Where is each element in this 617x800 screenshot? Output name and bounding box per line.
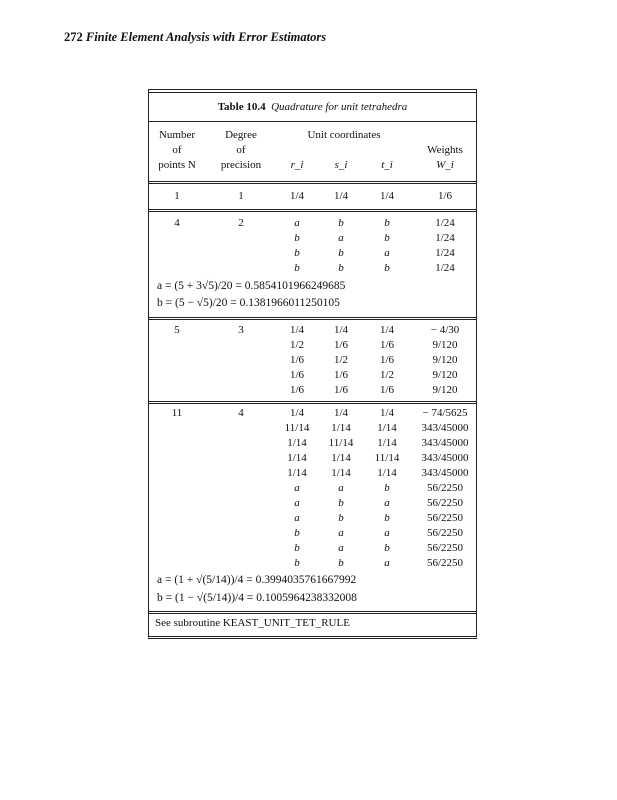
- table-row: a b a 56/2250: [294, 497, 464, 509]
- header-degree: Degree of precision: [220, 129, 262, 171]
- table-row: 1/14 1/14 11/14 343/45000: [287, 452, 469, 464]
- table-row: b a a 56/2250: [294, 527, 464, 539]
- table-row: b a b 1/24: [294, 232, 455, 244]
- table-row: 11/14 1/14 1/14 343/45000: [284, 422, 469, 434]
- table-label: Table 10.4: [217, 101, 266, 113]
- running-head: [64, 30, 326, 45]
- formula-a-11pt: a = (1 + √(5/14))/4 = 0.3994035761667992: [157, 574, 357, 586]
- header-number: Number of points N: [158, 129, 196, 171]
- table-caption: [149, 101, 476, 113]
- table-row: 1/6 1/6 1/2 9/120: [289, 369, 458, 381]
- table-row: 4 2 a b b 1/24: [174, 217, 455, 229]
- formula-a-4pt: a = (5 + 3√5)/20 = 0.5854101966249685: [157, 280, 346, 292]
- table-row: 1/14 1/14 1/14 343/45000: [287, 467, 469, 479]
- quadrature-table: [148, 89, 477, 639]
- table-row: b b a 56/2250: [294, 557, 464, 569]
- header-t: t_i: [381, 159, 393, 171]
- header-r: r_i: [290, 159, 304, 171]
- table-row: 1/6 1/6 1/6 9/120: [289, 384, 458, 396]
- table-row: b b a 1/24: [294, 247, 455, 259]
- table-row: 5 3 1/4 1/4 1/4 − 4/30: [174, 324, 460, 336]
- table-row: b a b 56/2250: [294, 542, 464, 554]
- header-s: s_i: [334, 159, 348, 171]
- table-row: 1/6 1/2 1/6 9/120: [289, 354, 458, 366]
- table-row: 1/14 11/14 1/14 343/45000: [287, 437, 469, 449]
- table-row: b b b 1/24: [294, 262, 455, 274]
- table-row: 1 1 1/4 1/4 1/4 1/6: [174, 190, 453, 202]
- table-footer: See subroutine KEAST_UNIT_TET_RULE: [155, 617, 350, 629]
- formula-b-4pt: b = (5 − √5)/20 = 0.1381966011250105: [157, 297, 340, 309]
- table-row: 11 4 1/4 1/4 1/4 − 74/5625: [171, 407, 468, 419]
- header-unit-coordinates: Unit coordinates: [307, 129, 381, 141]
- page-number: 272: [64, 30, 83, 44]
- table-caption-text: Quadrature for unit tetrahedra: [271, 101, 408, 113]
- header-weights: Weights W_i: [427, 144, 463, 171]
- table-row: a a b 56/2250: [294, 482, 464, 494]
- running-title: Finite Element Analysis with Error Estimators: [85, 30, 327, 44]
- table-row: a b b 56/2250: [294, 512, 464, 524]
- formula-b-11pt: b = (1 − √(5/14))/4 = 0.1005964238332008: [157, 592, 357, 604]
- table-row: 1/2 1/6 1/6 9/120: [289, 339, 458, 351]
